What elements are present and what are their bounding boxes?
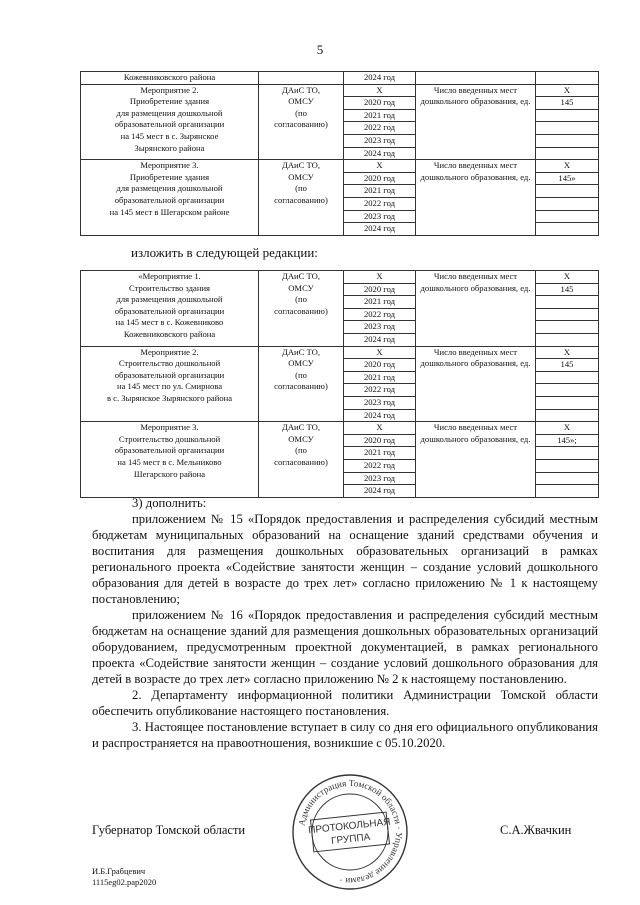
cell-line: Приобретение здания bbox=[129, 171, 210, 182]
cell-line: на 145 мест в с. Кожевниково bbox=[115, 317, 224, 328]
year-cell: X bbox=[344, 346, 416, 359]
fragment-value-cell bbox=[536, 72, 599, 85]
year-cell: 2021 год bbox=[344, 185, 416, 198]
year-cell: 2024 год bbox=[344, 409, 416, 422]
value-cell: X bbox=[536, 422, 599, 435]
cell-line: ДАиС ТО, bbox=[281, 346, 321, 357]
value-cell bbox=[536, 122, 599, 135]
cell-line: на 145 мест в с. Зырянское bbox=[120, 130, 219, 141]
value-cell bbox=[536, 134, 599, 147]
value-cell bbox=[536, 321, 599, 334]
cell-line: ОМСУ bbox=[288, 433, 314, 444]
year-cell: 2021 год bbox=[344, 296, 416, 309]
cell-line: образовательной организации bbox=[114, 369, 225, 380]
cell-line: согласованию) bbox=[274, 194, 328, 205]
measure-name-cell bbox=[81, 271, 259, 347]
year-cell: 2020 год bbox=[344, 283, 416, 296]
year-cell: 2022 год bbox=[344, 308, 416, 321]
stamp-seal bbox=[290, 772, 410, 892]
cell-line: на 145 мест в Шегарском районе bbox=[109, 206, 230, 217]
year-cell: 2023 год bbox=[344, 321, 416, 334]
value-cell bbox=[536, 185, 599, 198]
value-cell bbox=[536, 308, 599, 321]
cell-line: ОМСУ bbox=[288, 282, 314, 293]
value-cell bbox=[536, 447, 599, 460]
table-old-wording bbox=[80, 71, 599, 236]
year-cell: 2020 год bbox=[344, 434, 416, 447]
cell-line: (по bbox=[295, 445, 307, 456]
signature-position: Губернатор Томской области bbox=[92, 823, 246, 837]
cell-line: Строительство дошкольной bbox=[118, 433, 221, 444]
value-cell bbox=[536, 472, 599, 485]
measure-name-cell bbox=[81, 84, 259, 160]
table-row-fragment bbox=[81, 72, 599, 85]
value-cell bbox=[536, 147, 599, 160]
year-cell: 2023 год bbox=[344, 396, 416, 409]
executor-cell bbox=[259, 84, 344, 160]
executor-cell bbox=[259, 346, 344, 422]
cell-line: согласованию) bbox=[274, 305, 328, 316]
year-cell: 2022 год bbox=[344, 459, 416, 472]
cell-line: Приобретение здания bbox=[129, 96, 210, 107]
value-cell bbox=[536, 197, 599, 210]
year-cell: 2024 год bbox=[344, 333, 416, 346]
value-cell bbox=[536, 296, 599, 309]
value-cell: 145» bbox=[536, 172, 599, 185]
value-cell bbox=[536, 371, 599, 384]
paragraph-item-3: 3) дополнить: bbox=[132, 496, 207, 510]
value-cell: 145 bbox=[536, 97, 599, 110]
cell-line: Число введенных мест bbox=[433, 422, 518, 433]
value-cell bbox=[536, 459, 599, 472]
executor-cell bbox=[259, 271, 344, 347]
year-cell: 2022 год bbox=[344, 384, 416, 397]
stamp-center-line-2: ГРУППА bbox=[330, 831, 371, 847]
year-cell: 2020 год bbox=[344, 359, 416, 372]
paragraph-appendix-15: приложением № 15 «Порядок предоставления и распределения субсидий местным бюджетам муниципальных образований на оснащение зданий средствами обучения и воспитания для размещения дошкольных образовательных организаций в рамках регионального проекта «Содействие занятости женщин – создание условий дошкольного образования для детей в возрасте до трех лет» согласно приложению № 1 к настоящему постановлению; bbox=[92, 512, 598, 606]
cell-line: образовательной организации bbox=[114, 194, 225, 205]
cell-line: Мероприятие 3. bbox=[140, 160, 199, 171]
paragraph-appendix-16: приложением № 16 «Порядок предоставления и распределения субсидий местным бюджетам на оснащение зданий для размещения дошкольных образовательных организаций оборудованием, предусмотренным проектной документацией, в рамках регионального проекта «Содействие занятости женщин – создание условий дошкольного образования для детей в возрасте до трех лет» согласно приложению № 2 к настоящему постановлению. bbox=[92, 608, 598, 686]
cell-line: (по bbox=[295, 369, 307, 380]
year-cell: X bbox=[344, 84, 416, 97]
year-cell: 2023 год bbox=[344, 210, 416, 223]
value-cell: X bbox=[536, 346, 599, 359]
cell-line: Кожевниковского района bbox=[123, 328, 216, 339]
cell-line: для размещения дошкольной bbox=[116, 107, 223, 118]
cell-line: в с. Зырянское Зырянского района bbox=[106, 392, 233, 403]
cell-line: Шегарского района bbox=[133, 468, 206, 479]
year-cell: 2020 год bbox=[344, 172, 416, 185]
paragraph-item-2: 2. Департаменту информационной политики Администрации Томской области обеспечить опубликование настоящего постановления. bbox=[92, 688, 598, 718]
value-cell: X bbox=[536, 160, 599, 173]
cell-line: на 145 мест по ул. Смирнова bbox=[116, 381, 223, 392]
cell-line: образовательной организации bbox=[114, 445, 225, 456]
cell-line: (по bbox=[295, 183, 307, 194]
cell-line: Зырянского района bbox=[134, 142, 205, 153]
footer-author: И.Б.Грабцевич bbox=[92, 866, 146, 876]
indicator-cell bbox=[416, 422, 536, 498]
cell-line: для размещения дошкольной bbox=[116, 183, 223, 194]
executor-cell bbox=[259, 160, 344, 236]
stamp-center-line-1: ПРОТОКОЛЬНАЯ bbox=[307, 816, 392, 837]
cell-line: ДАиС ТО, bbox=[281, 160, 321, 171]
fragment-indicator-cell bbox=[416, 72, 536, 85]
cell-line: (по bbox=[295, 294, 307, 305]
year-cell: 2023 год bbox=[344, 134, 416, 147]
indicator-cell bbox=[416, 160, 536, 236]
year-cell: 2021 год bbox=[344, 109, 416, 122]
value-cell bbox=[536, 409, 599, 422]
value-cell: X bbox=[536, 84, 599, 97]
table-row bbox=[81, 84, 599, 97]
table-row bbox=[81, 160, 599, 173]
year-cell: 2022 год bbox=[344, 197, 416, 210]
cell-line: Строительство дошкольной bbox=[118, 358, 221, 369]
year-cell: 2024 год bbox=[344, 147, 416, 160]
table-row bbox=[81, 346, 599, 359]
cell-line: ОМСУ bbox=[288, 358, 314, 369]
year-cell: 2020 год bbox=[344, 97, 416, 110]
year-cell: 2023 год bbox=[344, 472, 416, 485]
year-cell: X bbox=[344, 271, 416, 284]
intro-text: изложить в следующей редакции: bbox=[131, 245, 318, 260]
indicator-cell bbox=[416, 84, 536, 160]
cell-line: Мероприятие 2. bbox=[140, 346, 199, 357]
cell-line: Число введенных мест bbox=[433, 346, 518, 357]
table-row bbox=[81, 422, 599, 435]
indicator-cell bbox=[416, 271, 536, 347]
cell-line: образовательной организации bbox=[114, 119, 225, 130]
cell-line: Число введенных мест bbox=[433, 160, 518, 171]
cell-line: «Мероприятие 1. bbox=[138, 271, 201, 281]
cell-line: ОМСУ bbox=[288, 96, 314, 107]
body-text bbox=[92, 495, 598, 751]
year-cell: 2021 год bbox=[344, 371, 416, 384]
cell-line: дошкольного образования, ед. bbox=[420, 282, 531, 293]
cell-line: дошкольного образования, ед. bbox=[420, 171, 531, 182]
cell-line: образовательной организации bbox=[114, 305, 225, 316]
cell-line: Мероприятие 3. bbox=[140, 422, 199, 433]
page-number: 5 bbox=[316, 42, 324, 57]
footer bbox=[92, 866, 156, 888]
paragraph-item-3-effective: 3. Настоящее постановление вступает в силу со дня его официального опубликования и распространяется на правоотношения, возникшие с 05.10.2020. bbox=[92, 720, 598, 750]
value-cell: 145»; bbox=[536, 434, 599, 447]
year-cell: 2024 год bbox=[344, 485, 416, 498]
measure-name-cell bbox=[81, 346, 259, 422]
cell-line: Строительство здания bbox=[128, 282, 211, 293]
cell-line: дошкольного образования, ед. bbox=[420, 358, 531, 369]
cell-line: согласованию) bbox=[274, 381, 328, 392]
cell-line: согласованию) bbox=[274, 119, 328, 130]
executor-cell bbox=[259, 422, 344, 498]
cell-line: ДАиС ТО, bbox=[281, 422, 321, 433]
indicator-cell bbox=[416, 346, 536, 422]
cell-line: ДАиС ТО, bbox=[281, 271, 321, 281]
value-cell bbox=[536, 384, 599, 397]
fragment-executor-cell bbox=[259, 72, 344, 85]
year-cell: X bbox=[344, 160, 416, 173]
year-cell: X bbox=[344, 422, 416, 435]
value-cell: 145 bbox=[536, 359, 599, 372]
cell-line: ДАиС ТО, bbox=[281, 84, 321, 95]
cell-line: согласованию) bbox=[274, 456, 328, 467]
cell-line: для размещения дошкольной bbox=[116, 294, 223, 305]
cell-line: Число введенных мест bbox=[433, 84, 518, 95]
table-row bbox=[81, 271, 599, 284]
cell-line: на 145 мест в с. Мельниково bbox=[117, 456, 222, 467]
value-cell bbox=[536, 109, 599, 122]
table-new-wording bbox=[80, 270, 599, 498]
value-cell bbox=[536, 210, 599, 223]
year-cell: 2021 год bbox=[344, 447, 416, 460]
stamp-ring-text: Администрация Томской области · Управление делами · bbox=[296, 777, 405, 887]
value-cell bbox=[536, 223, 599, 236]
cell-line: Число введенных мест bbox=[433, 271, 518, 281]
measure-name-cell bbox=[81, 422, 259, 498]
measure-name-cell bbox=[81, 160, 259, 236]
year-cell: 2022 год bbox=[344, 122, 416, 135]
fragment-name-cell: Кожевниковского района bbox=[81, 72, 259, 85]
cell-line: дошкольного образования, ед. bbox=[420, 96, 531, 107]
year-cell: 2024 год bbox=[344, 223, 416, 236]
footer-file: 1115eg02.pap2020 bbox=[92, 877, 157, 887]
signature-name: С.А.Жвачкин bbox=[500, 823, 572, 837]
cell-line: дошкольного образования, ед. bbox=[420, 433, 531, 444]
cell-line: ОМСУ bbox=[288, 171, 314, 182]
cell-line: (по bbox=[295, 107, 307, 118]
value-cell bbox=[536, 333, 599, 346]
cell-line: Мероприятие 2. bbox=[140, 84, 199, 95]
value-cell: X bbox=[536, 271, 599, 284]
fragment-year-cell: 2024 год bbox=[344, 72, 416, 85]
value-cell: 145 bbox=[536, 283, 599, 296]
value-cell bbox=[536, 396, 599, 409]
